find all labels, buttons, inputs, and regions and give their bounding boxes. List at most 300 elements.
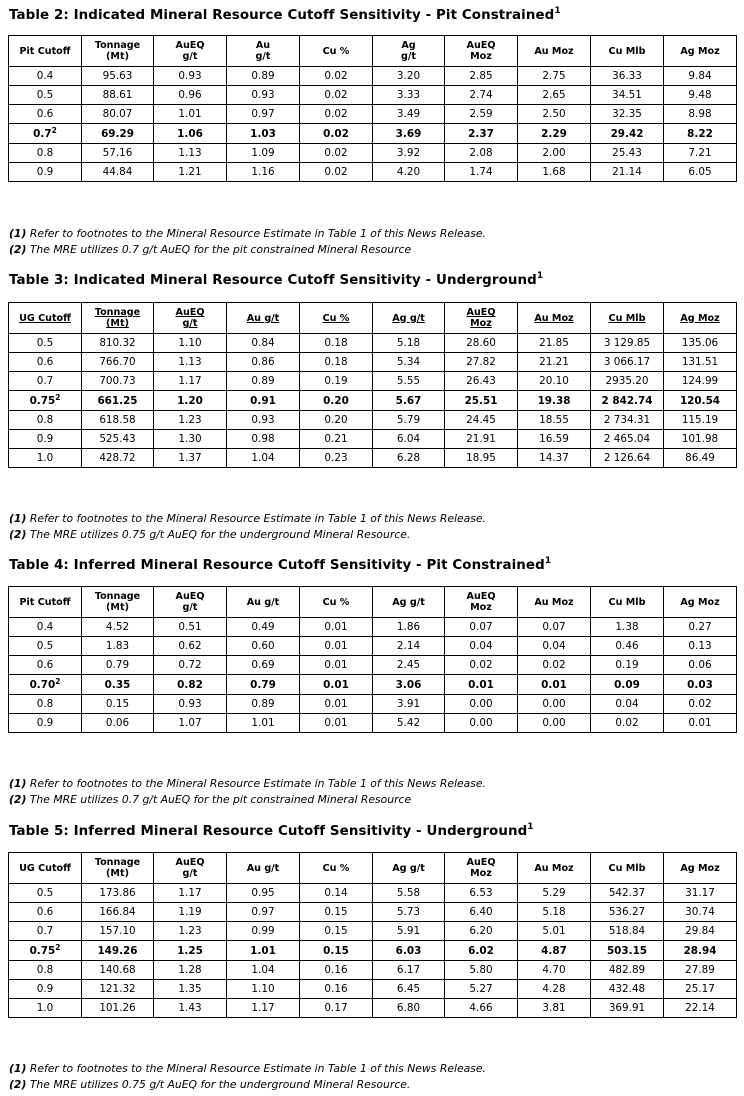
table-cell <box>518 353 591 372</box>
table-cell <box>82 941 154 961</box>
table-cell <box>9 334 82 353</box>
table-cell <box>591 391 664 411</box>
cell-value: 4.20 <box>396 166 421 178</box>
cutoff-footnote-ref: 2 <box>55 392 61 402</box>
cell-value: 0.00 <box>542 717 566 729</box>
column-header-text: g/t <box>182 868 198 879</box>
column-header-text: Tonnage <box>94 40 141 51</box>
footnote <box>9 511 486 527</box>
table-cell <box>591 675 664 695</box>
cell-value: 0.89 <box>251 698 275 710</box>
cell-value: 9.84 <box>688 70 712 82</box>
cell-value: 0.6 <box>36 659 54 671</box>
cell-value: 0.20 <box>324 414 348 426</box>
footnotes <box>9 226 486 258</box>
cell-value: 4.70 <box>542 964 566 976</box>
footnote-number: (1) <box>9 512 27 525</box>
cell-value: 21.91 <box>466 433 496 445</box>
cell-value: 18.55 <box>539 414 569 426</box>
table-cell <box>82 656 154 675</box>
cell-value: 1.25 <box>177 944 203 957</box>
column-header-text: UG Cutoff <box>19 862 71 874</box>
table-cell <box>82 695 154 714</box>
column-header-text: AuEQ <box>466 857 496 868</box>
cell-value: 22.14 <box>685 1002 715 1014</box>
table-cell <box>518 372 591 391</box>
cell-value: 0.8 <box>36 964 54 976</box>
table-cell <box>373 105 445 124</box>
footnotes <box>9 511 486 543</box>
column-header <box>227 853 300 884</box>
cell-value: 2.85 <box>469 70 493 82</box>
table-cell <box>227 105 300 124</box>
cell-value: 101.98 <box>681 433 719 445</box>
table-row <box>9 86 737 105</box>
column-header-text: Cu % <box>322 862 350 874</box>
cell-value: 80.07 <box>102 108 133 120</box>
cutoff-footnote-ref: 2 <box>55 676 61 686</box>
cell-value: 2 465.04 <box>603 433 651 445</box>
cell-value: 2.08 <box>469 147 493 159</box>
footnote <box>9 242 486 258</box>
column-header <box>445 853 518 884</box>
cell-value: 1.83 <box>105 640 130 652</box>
cell-value: 26.43 <box>466 375 496 387</box>
cell-value: 0.72 <box>178 659 202 671</box>
table-cell <box>373 163 445 182</box>
table-cell <box>591 980 664 999</box>
footnote <box>9 527 486 543</box>
column-header <box>445 36 518 67</box>
table-cell <box>300 675 373 695</box>
table-cell <box>154 372 227 391</box>
table-cell <box>227 353 300 372</box>
column-header <box>300 36 373 67</box>
table-cell <box>373 430 445 449</box>
table-cell <box>9 884 82 903</box>
cell-value: 1.19 <box>178 906 202 918</box>
cell-value: 28.60 <box>466 337 496 349</box>
table-cell <box>591 922 664 941</box>
table-cell <box>518 105 591 124</box>
cell-value: 88.61 <box>102 89 133 101</box>
column-header <box>445 303 518 334</box>
column-header-text: Au Moz <box>534 45 574 57</box>
cell-value: 0.04 <box>542 640 566 652</box>
column-header-text: g/t <box>255 51 271 62</box>
table-cell <box>227 430 300 449</box>
cell-value: 0.19 <box>324 375 348 387</box>
footnote-text: Refer to footnotes to the Mineral Resource Estimate in Table 1 of this News Release. <box>26 227 486 240</box>
cell-value: 6.05 <box>688 166 712 178</box>
table-cell <box>373 391 445 411</box>
cell-value: 2.74 <box>469 89 493 101</box>
cell-value: 0.02 <box>324 89 348 101</box>
table-row <box>9 105 737 124</box>
column-header-text: Ag <box>401 40 416 51</box>
table-cell <box>664 941 737 961</box>
cell-value: 1.38 <box>615 621 639 633</box>
table-cell <box>445 372 518 391</box>
column-header <box>373 36 445 67</box>
table-row <box>9 67 737 86</box>
table-cell <box>445 334 518 353</box>
table-cell <box>373 637 445 656</box>
table-cell <box>82 144 154 163</box>
cell-value: 3.91 <box>396 698 421 710</box>
table-row-selected-cutoff <box>9 941 737 961</box>
table-cell <box>154 163 227 182</box>
cell-value: 525.43 <box>99 433 136 445</box>
cell-value: 0.17 <box>324 1002 348 1014</box>
cell-value: 1.09 <box>251 147 275 159</box>
table-cell <box>82 163 154 182</box>
cell-value: 120.54 <box>679 394 721 407</box>
cell-value: 369.91 <box>608 1002 646 1014</box>
table-cell <box>9 999 82 1018</box>
table-cell <box>9 637 82 656</box>
table-cell <box>9 67 82 86</box>
cell-value: 0.97 <box>251 108 275 120</box>
cell-value: 0.07 <box>469 621 493 633</box>
cell-value: 6.45 <box>396 983 421 995</box>
table-cell <box>9 391 82 411</box>
cell-value: 5.80 <box>469 964 493 976</box>
column-header <box>373 587 445 618</box>
cell-value: 21.14 <box>612 166 642 178</box>
table-cell <box>82 334 154 353</box>
table-cell <box>591 695 664 714</box>
cell-value: 0.75 <box>29 394 56 407</box>
table-cell <box>591 618 664 637</box>
table-cell <box>82 714 154 733</box>
table-cell <box>227 67 300 86</box>
table-cell <box>591 903 664 922</box>
cell-value: 2.14 <box>396 640 421 652</box>
table-cell <box>518 903 591 922</box>
column-header-text: Moz <box>470 318 492 329</box>
column-header <box>518 853 591 884</box>
column-header-text: Cu Mlb <box>608 596 646 608</box>
cell-value: 1.17 <box>178 887 202 899</box>
header-row <box>9 853 737 884</box>
table-cell <box>154 124 227 144</box>
table-cell <box>82 961 154 980</box>
cell-value: 0.98 <box>251 433 275 445</box>
table-cell <box>300 980 373 999</box>
cell-value: 124.99 <box>681 375 719 387</box>
table-cell <box>664 449 737 468</box>
column-header-text: Ag g/t <box>392 312 425 324</box>
cell-value: 9.48 <box>688 89 712 101</box>
table-cell <box>373 675 445 695</box>
table-cell <box>591 372 664 391</box>
table-cell <box>591 430 664 449</box>
column-header-text: Tonnage <box>94 857 141 868</box>
footnotes <box>9 776 486 808</box>
table-cell <box>591 334 664 353</box>
table-row <box>9 618 737 637</box>
column-header-text: (Mt) <box>106 318 129 329</box>
cell-value: 0.91 <box>250 394 276 407</box>
cell-value: 20.10 <box>539 375 569 387</box>
table-cell <box>154 86 227 105</box>
table-cell <box>82 391 154 411</box>
cell-value: 18.95 <box>466 452 496 464</box>
cell-value: 5.55 <box>396 375 421 387</box>
table-cell <box>664 124 737 144</box>
table-cell <box>9 675 82 695</box>
table-title <box>9 271 543 288</box>
sensitivity-table <box>8 35 737 182</box>
column-header <box>664 303 737 334</box>
column-header-text: (Mt) <box>106 51 129 62</box>
cell-value: 21.85 <box>539 337 569 349</box>
cell-value: 0.02 <box>323 127 349 140</box>
cell-value: 28.94 <box>683 944 717 957</box>
table-title-text: Table 4: Inferred Mineral Resource Cutoff Sensitivity - Pit Constrained <box>9 558 545 573</box>
cell-value: 0.03 <box>687 678 713 691</box>
table-cell <box>373 353 445 372</box>
table-cell <box>664 656 737 675</box>
table-cell <box>445 637 518 656</box>
cell-value: 0.16 <box>324 964 348 976</box>
table-cell <box>227 449 300 468</box>
table-cell <box>373 334 445 353</box>
cell-value: 32.35 <box>612 108 642 120</box>
table-cell <box>154 637 227 656</box>
table-cell <box>373 941 445 961</box>
table-title-text: Table 5: Inferred Mineral Resource Cutoff Sensitivity - Underground <box>9 824 528 839</box>
footnote-number: (2) <box>9 1078 27 1091</box>
cell-value: 0.15 <box>323 944 349 957</box>
cell-value: 1.30 <box>178 433 202 445</box>
cell-value: 1.68 <box>542 166 566 178</box>
table-cell <box>591 637 664 656</box>
cell-value: 6.17 <box>396 964 421 976</box>
cell-value: 1.28 <box>178 964 202 976</box>
table-cell <box>664 618 737 637</box>
table-cell <box>300 618 373 637</box>
cell-value: 0.00 <box>469 717 493 729</box>
cell-value: 0.15 <box>105 698 130 710</box>
cell-value: 6.80 <box>396 1002 421 1014</box>
table-cell <box>664 163 737 182</box>
cell-value: 5.42 <box>396 717 421 729</box>
cell-value: 2 842.74 <box>601 394 653 407</box>
table-cell <box>373 999 445 1018</box>
table-cell <box>664 637 737 656</box>
footnotes <box>9 1061 486 1093</box>
table-row <box>9 353 737 372</box>
table-cell <box>154 922 227 941</box>
table-cell <box>300 941 373 961</box>
column-header <box>154 303 227 334</box>
table-cell <box>664 884 737 903</box>
table-cell <box>664 67 737 86</box>
cell-value: 503.15 <box>606 944 648 957</box>
table-cell <box>518 334 591 353</box>
table-cell <box>445 124 518 144</box>
cell-value: 30.74 <box>685 906 715 918</box>
cell-value: 618.58 <box>99 414 136 426</box>
column-header-text: AuEQ <box>175 307 205 318</box>
table-cell <box>664 372 737 391</box>
column-header-text: Cu % <box>322 312 350 324</box>
table-cell <box>9 449 82 468</box>
cell-value: 0.35 <box>104 678 131 691</box>
cell-value: 2.75 <box>542 70 566 82</box>
table-cell <box>300 714 373 733</box>
table-cell <box>227 903 300 922</box>
table-cell <box>154 449 227 468</box>
column-header-text: Cu % <box>322 45 350 57</box>
cell-value: 1.0 <box>36 1002 54 1014</box>
table-cell <box>154 961 227 980</box>
column-header-text: Tonnage <box>94 591 141 602</box>
table-row <box>9 637 737 656</box>
cell-value: 0.93 <box>178 698 202 710</box>
table-cell <box>445 391 518 411</box>
cell-value: 44.84 <box>102 166 133 178</box>
footnote-number: (2) <box>9 793 27 806</box>
column-header <box>591 303 664 334</box>
cell-value: 1.04 <box>251 964 275 976</box>
table-row <box>9 961 737 980</box>
column-header <box>154 36 227 67</box>
footnote-text: Refer to footnotes to the Mineral Resource Estimate in Table 1 of this News Release. <box>26 1062 486 1075</box>
cell-value: 3.92 <box>396 147 421 159</box>
cell-value: 6.03 <box>395 944 422 957</box>
cell-value: 21.21 <box>539 356 569 368</box>
table-cell <box>300 695 373 714</box>
table-cell <box>445 618 518 637</box>
table-cell <box>518 124 591 144</box>
cell-value: 4.87 <box>541 944 567 957</box>
table-cell <box>591 961 664 980</box>
table-cell <box>664 675 737 695</box>
cell-value: 173.86 <box>99 887 136 899</box>
cell-value: 0.00 <box>542 698 566 710</box>
table-cell <box>227 411 300 430</box>
column-header-text: (Mt) <box>106 868 129 879</box>
table-cell <box>373 67 445 86</box>
table-row-selected-cutoff <box>9 124 737 144</box>
table-cell <box>445 675 518 695</box>
footnote-number: (1) <box>9 227 27 240</box>
table-cell <box>300 144 373 163</box>
table-cell <box>227 144 300 163</box>
table-cell <box>664 411 737 430</box>
table-cell <box>664 144 737 163</box>
column-header <box>591 587 664 618</box>
cell-value: 57.16 <box>102 147 133 159</box>
table-cell <box>445 656 518 675</box>
table-cell <box>9 430 82 449</box>
cell-value: 0.14 <box>324 887 348 899</box>
table-cell <box>445 961 518 980</box>
table-cell <box>591 411 664 430</box>
table-row <box>9 922 737 941</box>
table-row <box>9 695 737 714</box>
column-header-text: Ag g/t <box>392 596 425 608</box>
table-cell <box>154 941 227 961</box>
cell-value: 2.50 <box>542 108 566 120</box>
column-header <box>518 587 591 618</box>
cell-value: 29.84 <box>685 925 715 937</box>
column-header-text: Au Moz <box>534 596 574 608</box>
table-cell <box>591 449 664 468</box>
cell-value: 0.89 <box>251 375 275 387</box>
title-footnote-ref: 1 <box>544 556 552 566</box>
table-cell <box>518 884 591 903</box>
cell-value: 3.81 <box>542 1002 566 1014</box>
table-cell <box>373 144 445 163</box>
cell-value: 86.49 <box>685 452 715 464</box>
cell-value: 157.10 <box>99 925 136 937</box>
table-cell <box>373 449 445 468</box>
table-row <box>9 656 737 675</box>
column-header-text: AuEQ <box>466 40 496 51</box>
cell-value: 2 126.64 <box>603 452 651 464</box>
column-header-text: Ag Moz <box>680 862 720 874</box>
column-header-text: UG Cutoff <box>19 312 71 324</box>
table-cell <box>300 449 373 468</box>
table-title-text: Table 2: Indicated Mineral Resource Cutoff Sensitivity - Pit Constrained <box>9 8 555 23</box>
footnote-text: Refer to footnotes to the Mineral Resource Estimate in Table 1 of this News Release. <box>26 512 486 525</box>
cell-value: 1.01 <box>178 108 202 120</box>
table-cell <box>300 411 373 430</box>
cell-value: 1.10 <box>178 337 202 349</box>
table-cell <box>591 941 664 961</box>
cell-value: 1.86 <box>396 621 421 633</box>
table-cell <box>591 67 664 86</box>
table-cell <box>518 941 591 961</box>
column-header <box>591 853 664 884</box>
cell-value: 3 129.85 <box>603 337 651 349</box>
table-cell <box>591 999 664 1018</box>
footnote-text: Refer to footnotes to the Mineral Resource Estimate in Table 1 of this News Release. <box>26 777 486 790</box>
table-cell <box>591 86 664 105</box>
table-cell <box>373 980 445 999</box>
cell-value: 2.29 <box>541 127 567 140</box>
cell-value: 0.46 <box>615 640 639 652</box>
table-cell <box>445 884 518 903</box>
table-cell <box>82 618 154 637</box>
table-cell <box>664 714 737 733</box>
cell-value: 0.93 <box>178 70 202 82</box>
table-cell <box>82 353 154 372</box>
cell-value: 1.03 <box>250 127 276 140</box>
table-cell <box>9 411 82 430</box>
table-cell <box>227 124 300 144</box>
cell-value: 0.8 <box>36 698 54 710</box>
sensitivity-table <box>8 302 737 468</box>
cell-value: 0.20 <box>323 394 349 407</box>
cell-value: 0.01 <box>468 678 494 691</box>
table-cell <box>445 449 518 468</box>
cell-value: 19.38 <box>537 394 571 407</box>
table-cell <box>373 961 445 980</box>
column-header-text: Tonnage <box>94 307 141 318</box>
table-cell <box>227 163 300 182</box>
table-cell <box>82 124 154 144</box>
column-header-text: Au Moz <box>534 312 574 324</box>
cell-value: 0.79 <box>105 659 130 671</box>
table-cell <box>9 922 82 941</box>
cell-value: 766.70 <box>99 356 136 368</box>
column-header-text: Moz <box>470 51 492 62</box>
